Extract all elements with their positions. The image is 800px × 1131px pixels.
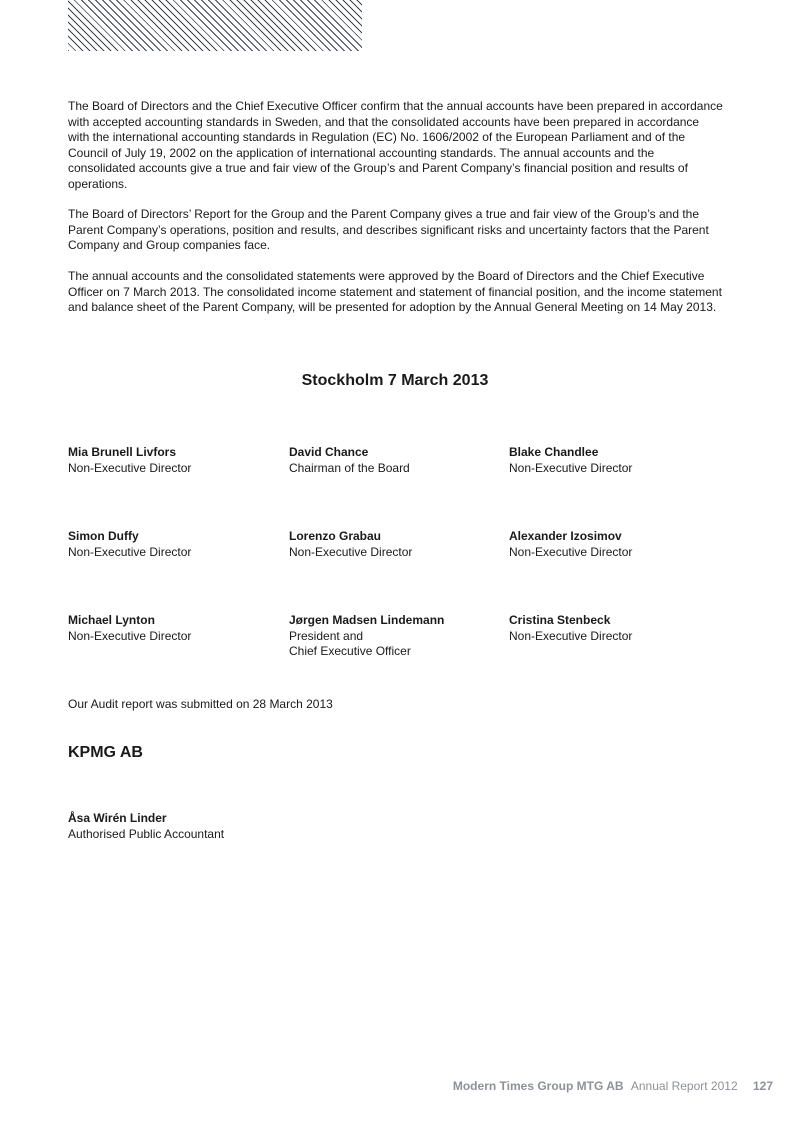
signatory-title: Non-Executive Director: [509, 628, 633, 643]
signatory-name: David Chance: [289, 445, 369, 459]
audit-firm-name: KPMG AB: [68, 744, 143, 761]
audit-report-note: Our Audit report was submitted on 28 March 2013: [68, 697, 333, 711]
paragraph-directors-report: The Board of Directors’ Report for the Group and the Parent Company gives a true and fair view of the Group’s and the Parent Company’s operations, position and results, and describes significant risks and uncertainty factors that the Parent Company and Group companies face.: [68, 207, 709, 252]
signatory-title: Non-Executive Director: [68, 628, 192, 643]
signatory-name: Alexander Izosimov: [509, 529, 622, 543]
signatory-title: President and Chief Executive Officer: [289, 628, 411, 658]
paragraph-confirmation: The Board of Directors and the Chief Executive Officer confirm that the annual accounts have been prepared in accordance with accepted accounting standards in Sweden, and that the consolidated accounts have been prepared in accordance with the international accounting standards in Regulation (EC) No. 1606/2002 of the European Parliament and of the Council of July 19, 2002 on the application of international accounting standards. The annual accounts and the consolidated accounts give a true and fair view of the Group’s and Parent Company’s financial position and results of operations.: [68, 99, 723, 191]
signatory-name: Mia Brunell Livfors: [68, 445, 177, 459]
auditor-name: Åsa Wirén Linder: [68, 811, 167, 825]
page-footer: [453, 1079, 773, 1093]
signatory-block: [289, 445, 504, 476]
signatory-block: [68, 613, 283, 644]
signatory-block: [509, 529, 724, 560]
paragraph-approval: The annual accounts and the consolidated statements were approved by the Board of Directors and the Chief Executive Officer on 7 March 2013. The consolidated income statement and statement of financial position, and the income statement and balance sheet of the Parent Company, will be presented for adoption by the Annual General Meeting on 14 May 2013.: [68, 269, 722, 314]
signatory-title: Non-Executive Director: [68, 460, 192, 475]
auditor-title: Authorised Public Accountant: [68, 826, 225, 841]
signatory-block: [68, 445, 283, 476]
signatory-title: Non-Executive Director: [68, 544, 192, 559]
signatory-block: [68, 529, 283, 560]
signatory-name: Blake Chandlee: [509, 445, 599, 459]
signatory-name: Jørgen Madsen Lindemann: [289, 613, 445, 627]
signatory-block: [509, 613, 724, 644]
footer-report-title: Annual Report 2012: [630, 1079, 738, 1093]
signatory-block: [509, 445, 724, 476]
signatory-block: [289, 613, 504, 660]
signatory-title: Chairman of the Board: [289, 460, 410, 475]
footer-company: Modern Times Group MTG AB: [452, 1079, 624, 1093]
signatory-name: Michael Lynton: [68, 613, 155, 627]
page-number: 127: [752, 1079, 773, 1093]
decorative-hatch-pattern: [68, 0, 362, 51]
signatory-name: Lorenzo Grabau: [289, 529, 382, 543]
signatory-name: Simon Duffy: [68, 529, 139, 543]
signatory-block: [289, 529, 504, 560]
auditor-block: [68, 811, 283, 842]
signatory-title: Non-Executive Director: [289, 544, 413, 559]
signatory-title: Non-Executive Director: [509, 460, 633, 475]
place-date-heading: Stockholm 7 March 2013: [301, 372, 489, 389]
signatory-name: Cristina Stenbeck: [509, 613, 611, 627]
signatory-title: Non-Executive Director: [509, 544, 633, 559]
